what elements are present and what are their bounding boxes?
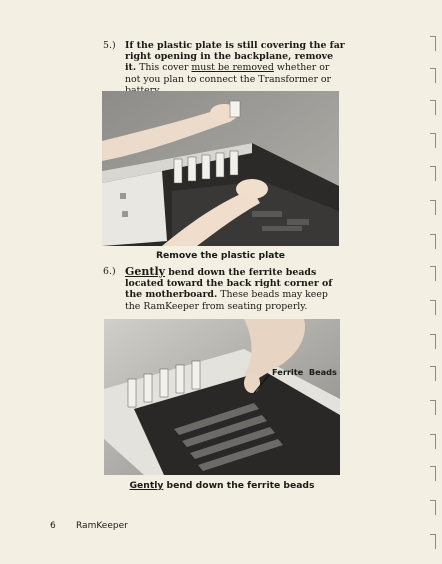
step-6 [103,266,353,314]
photo-remove-plastic-plate [102,91,339,246]
step-text-underlined: must be removed [191,62,274,74]
step-text [125,266,345,312]
photo-illustration [102,91,339,246]
photo-ferrite-beads [104,319,340,475]
figure-caption-2 [104,480,340,491]
caption-emphasis: Gently [129,480,164,491]
figure-caption-1: Remove the plastic plate [155,250,286,261]
page-number: 6 [50,521,56,531]
step-instruction-bold: If the plastic plate is still covering the far right opening in the backplane, remove it. [125,40,345,74]
footer-product-name: RamKeeper [76,521,128,531]
step-emphasis-word: Gently [125,265,166,278]
caption-rest: bend down the ferrite beads [163,480,315,491]
step-number: 6.) [103,266,116,277]
step-text-plain: whether or not you plan to connect the Transformer or [125,62,332,85]
step-text-plain: This cover [136,62,192,74]
step-text-plain: These beads may keep the RamKeeper from seating properly. [125,289,328,312]
callout-ferrite-beads: Ferrite Beads [272,367,337,377]
step-text [125,40,345,96]
step-5 [103,40,353,88]
step-instruction-bold: bend down the ferrite beads located toward the back right corner of the motherboard. [125,267,333,301]
photo-illustration [104,319,340,475]
step-number: 5.) [103,40,116,51]
